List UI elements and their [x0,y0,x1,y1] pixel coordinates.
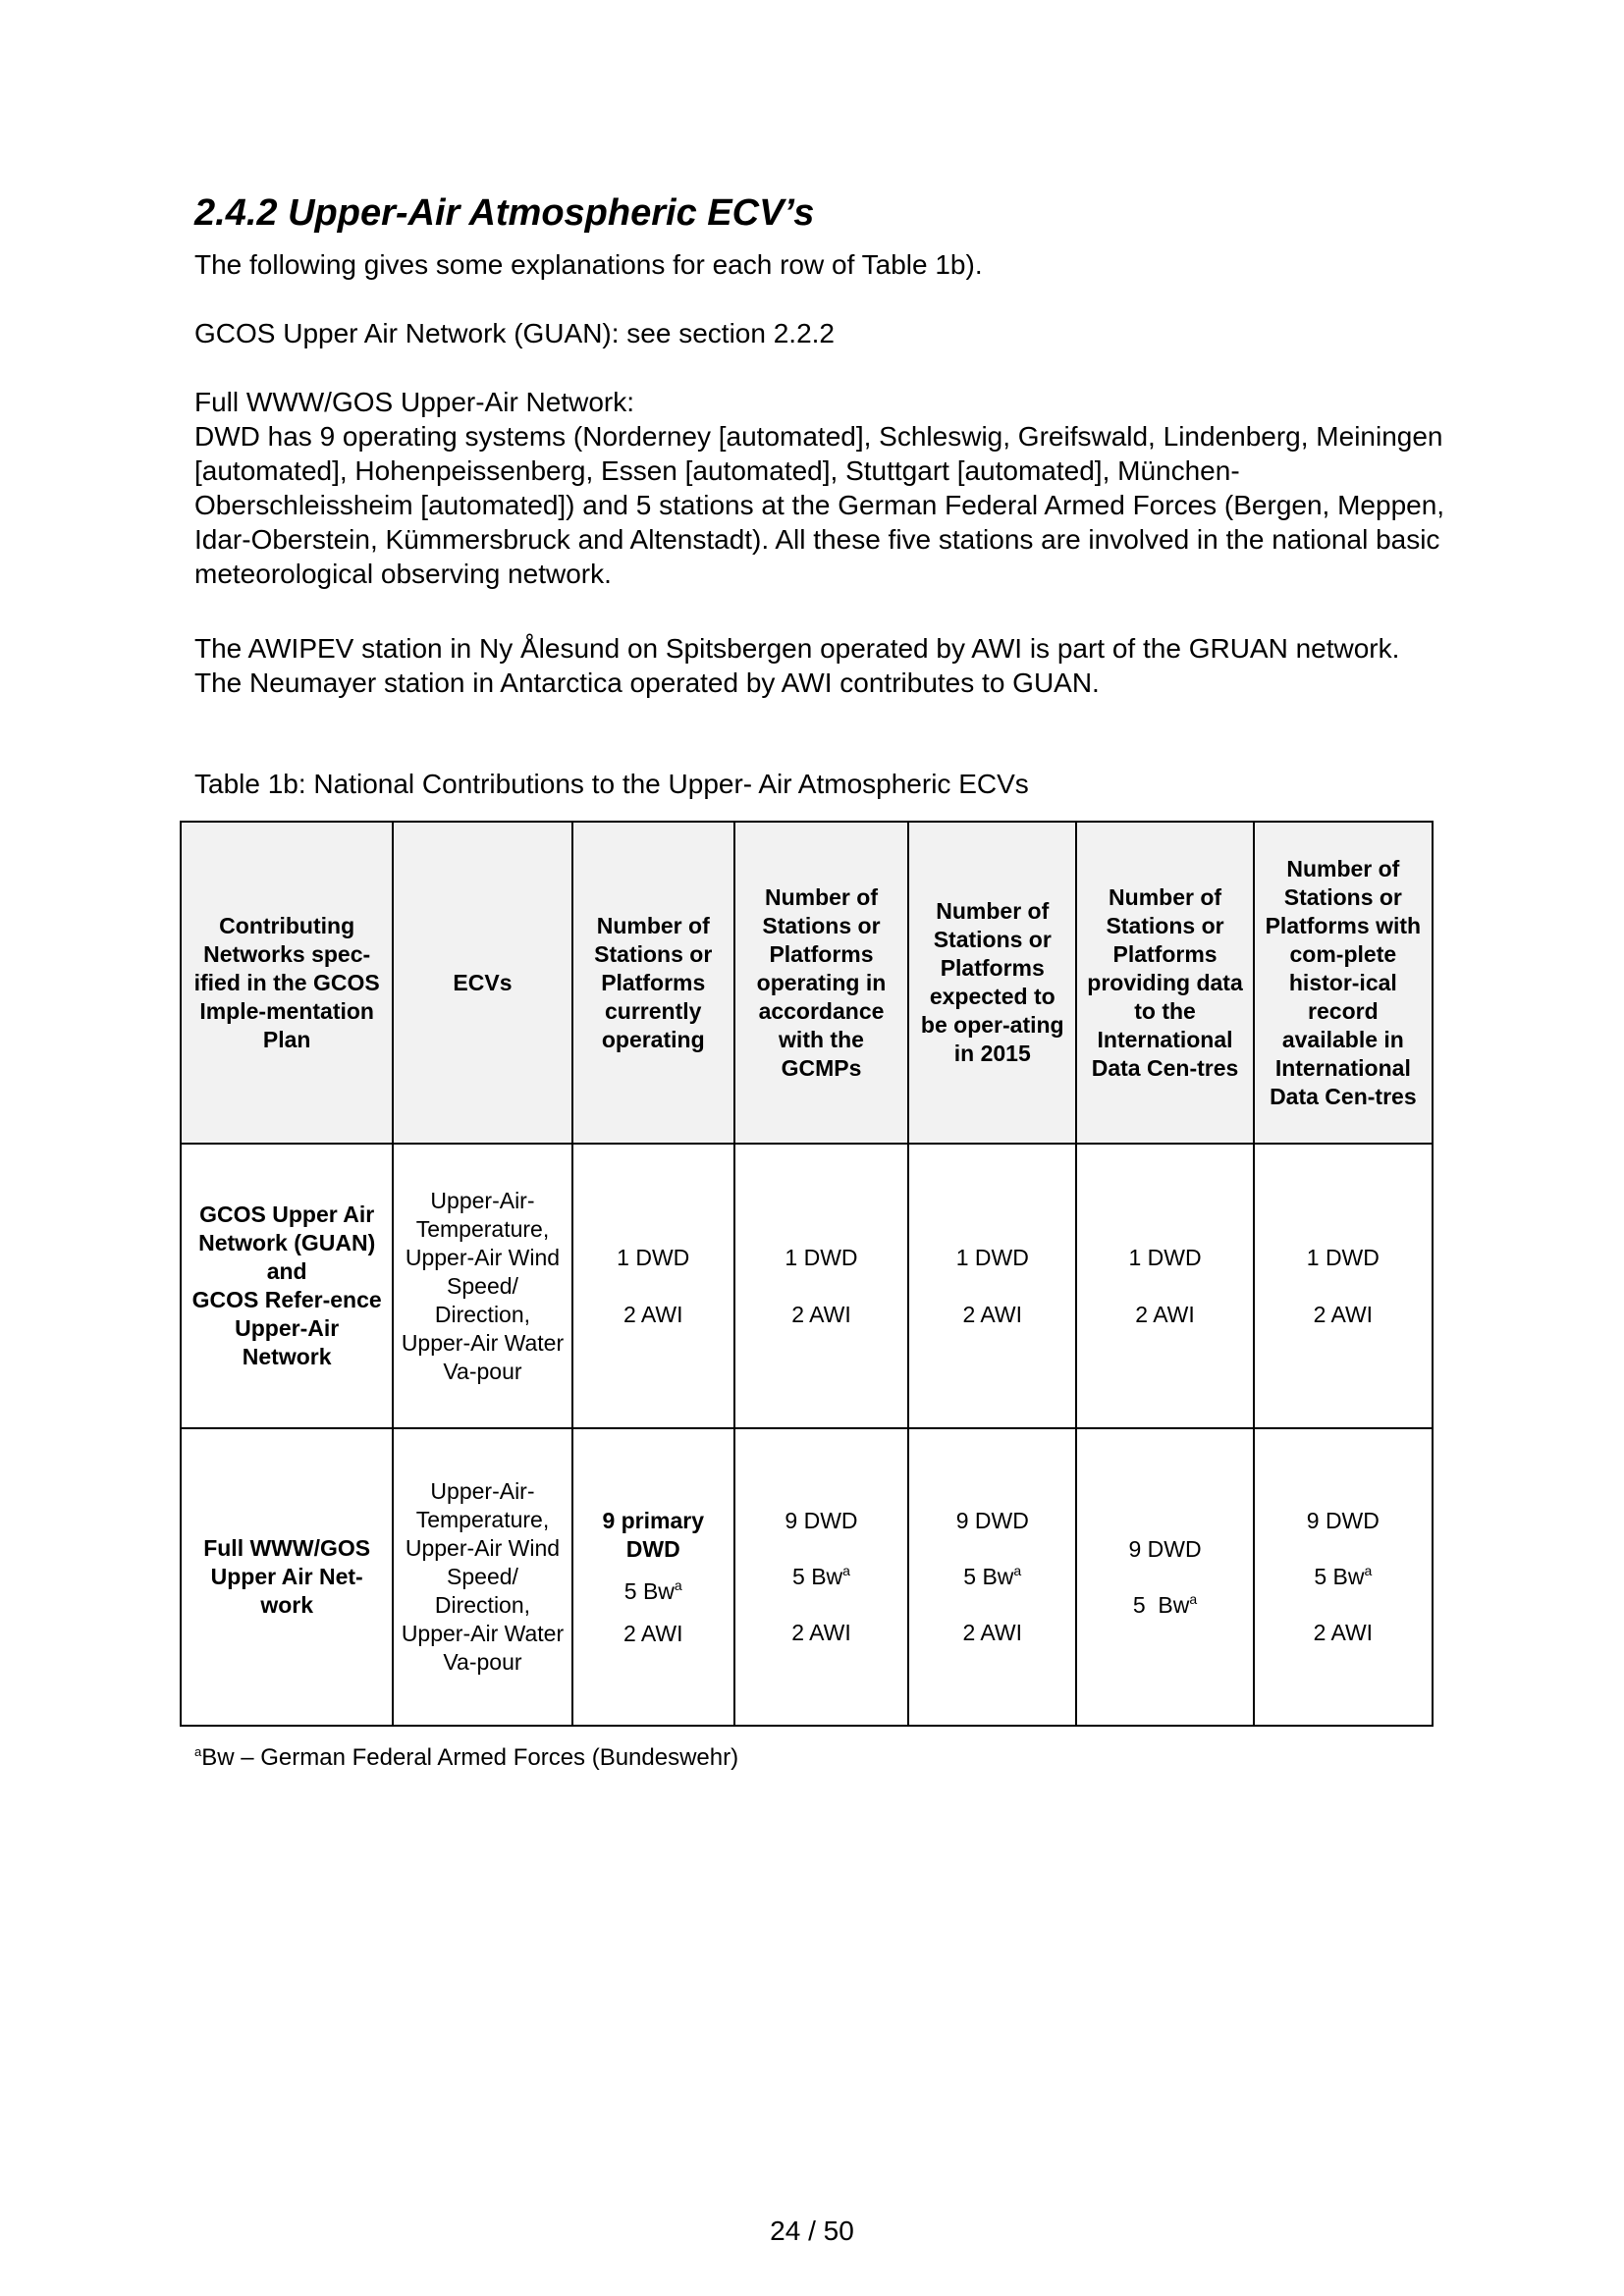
value-cell: 1 DWD 2 AWI [1254,1144,1433,1428]
table-header-row [181,822,1433,1144]
full-network-title: Full WWW/GOS Upper-Air Network: [194,387,635,417]
value-cell: 9 primary DWD 5 Bw$^a$ 2 AWI [572,1428,734,1726]
network-name: GCOS Refer-ence Upper-Air Network [191,1287,382,1369]
awi-paragraph: The AWIPEV station in Ny Ålesund on Spitsbergen operated by AWI is part of the GRUAN network. The Neumayer station in Antarctica operated by AWI contributes to GUAN. [194,633,1400,698]
value-cell: 1 DWD 2 AWI [1076,1144,1253,1428]
value-cell: 9 DWD 5 Bw$^a$ 2 AWI [908,1428,1076,1726]
page-number: 24 / 50 [770,2216,854,2246]
network-name: GCOS Upper Air Network (GUAN) [198,1201,376,1255]
value-cell: 9 DWD 5 Bw$^a$ 2 AWI [1254,1428,1433,1726]
network-conjunction: and [266,1258,307,1284]
footnote-text: Bw – German Federal Armed Forces (Bundeswehr) [201,1744,739,1771]
value-cell: 1 DWD 2 AWI [572,1144,734,1428]
intro-paragraph: The following gives some explanations for each row of Table 1b). [194,249,983,280]
full-network-text: DWD has 9 operating systems (Norderney [automated], Schleswig, Greifswald, Lindenberg, Meiningen [automated], Hohenpeissenberg, Essen [automated], Stuttgart [automated], München-Oberschleissheim [automated]) and 5 stations at the German Federal Armed Forces (Bergen, Meppen, Idar-Oberstein, Kümmersbruck and Altenstadt). All these five stations are involved in the national basic meteorological observing network. [194,421,1445,589]
header-gcmps: Number of Stations or Platforms operating in accordance with the GCMPs [734,822,908,1144]
table-caption: Table 1b: National Contributions to the Upper- Air Atmospheric ECVs [194,769,1029,799]
value-cell: 1 DWD 2 AWI [734,1144,908,1428]
value-cell: 9 DWD 5 Bw$^a$ [1076,1428,1253,1726]
ecvs-cell: Upper-Air-Temperature, Upper-Air Wind Speed/ Direction, Upper-Air Water Va-pour [393,1428,571,1726]
header-historical-record: Number of Stations or Platforms with com-plete histor-ical record available in International Data Cen-tres [1254,822,1433,1144]
header-networks: Contributing Networks spec-ified in the GCOS Imple-mentation Plan [181,822,393,1144]
full-network-paragraph [194,385,1451,591]
ecv-table [180,821,1434,1727]
table-row [181,1428,1433,1726]
value-cell: 1 DWD 2 AWI [908,1144,1076,1428]
header-providing-data: Number of Stations or Platforms providing data to the International Data Cen-tres [1076,822,1253,1144]
section-heading: 2.4.2 Upper-Air Atmospheric ECV’s [194,192,815,234]
value-cell: 9 DWD 5 Bw$^a$ 2 AWI [734,1428,908,1726]
table-row [181,1144,1433,1428]
ecvs-cell: Upper-Air-Temperature, Upper-Air Wind Speed/ Direction, Upper-Air Water Va-pour [393,1144,571,1428]
network-cell: Full WWW/GOS Upper Air Net-work [181,1428,393,1726]
table-footnote [194,1744,738,1772]
footnote-marker: a [194,1744,202,1759]
header-currently-operating: Number of Stations or Platforms currently operating [572,822,734,1144]
guan-paragraph: GCOS Upper Air Network (GUAN): see section 2.2.2 [194,318,835,348]
header-expected-2015: Number of Stations or Platforms expected to be oper-ating in 2015 [908,822,1076,1144]
header-ecvs: ECVs [393,822,571,1144]
network-cell [181,1144,393,1428]
